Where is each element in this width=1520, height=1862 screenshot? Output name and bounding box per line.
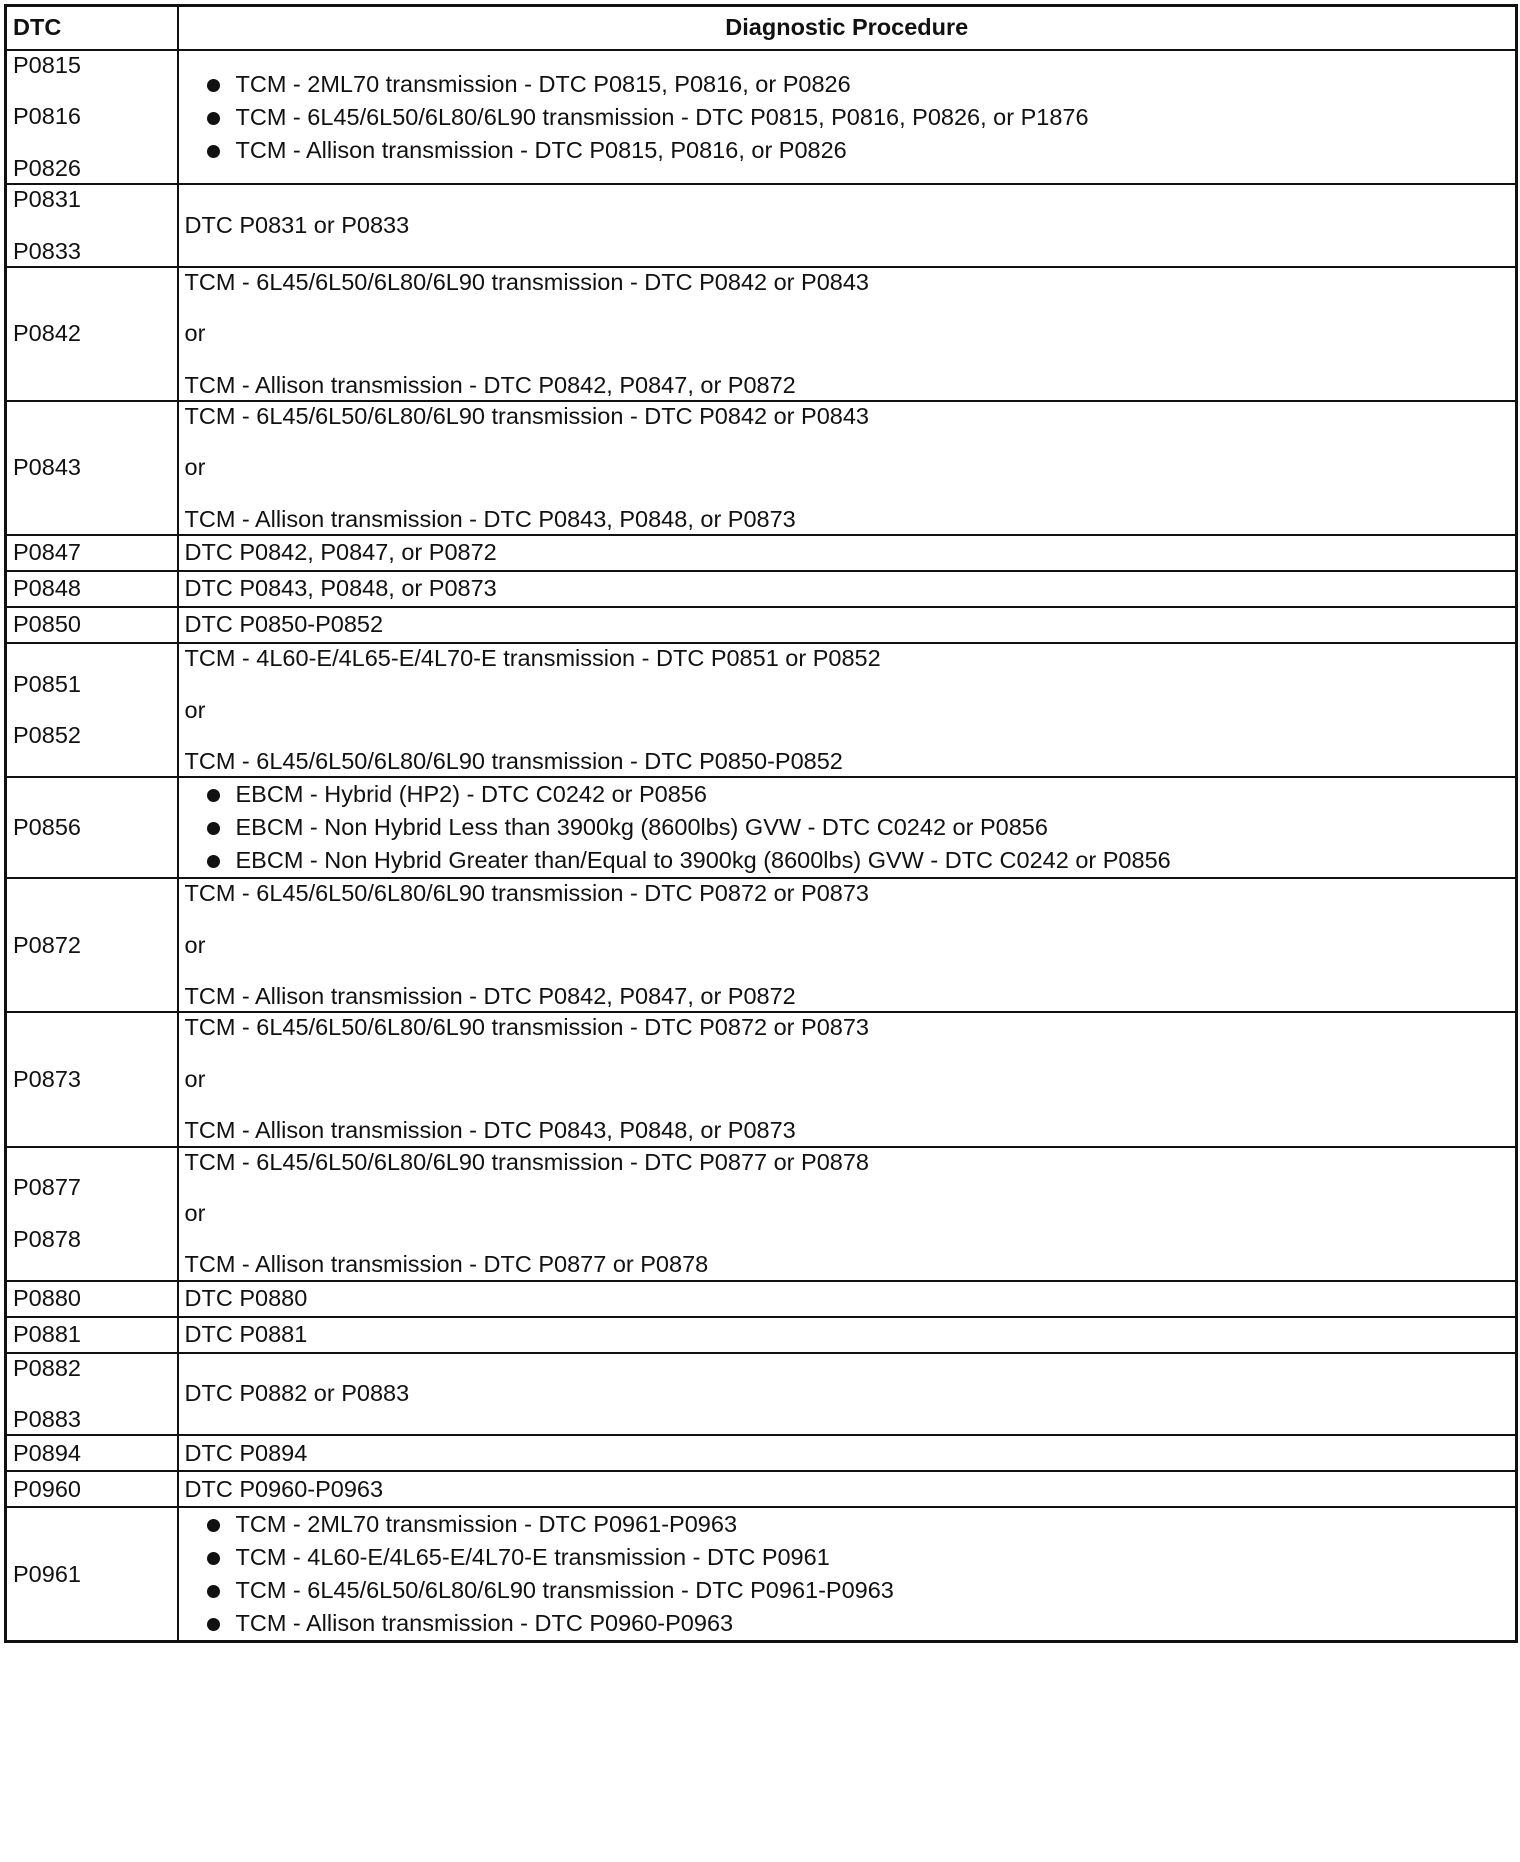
procedure-link[interactable]: DTC P0831 or P0833 (184, 211, 410, 238)
table-row (6, 1353, 1517, 1436)
table-row (6, 1147, 1517, 1281)
procedure-link[interactable]: TCM - 6L45/6L50/6L80/6L90 transmission - DTC P0842 or P0843 (184, 268, 869, 295)
dtc-cell (6, 1147, 178, 1281)
dtc-code: P0960 (13, 1475, 81, 1502)
table-row (6, 643, 1517, 777)
dtc-table (4, 4, 1518, 1643)
dtc-code: P0831 (13, 186, 81, 213)
dtc-cell (6, 184, 178, 267)
procedure-cell (178, 571, 1517, 607)
procedure-link[interactable]: DTC P0850-P0852 (184, 611, 384, 638)
dtc-cell (6, 535, 178, 571)
dtc-code: P0848 (13, 575, 81, 602)
dtc-code: P0873 (13, 1065, 81, 1092)
dtc-column-header: DTC (6, 6, 178, 51)
procedure-link[interactable]: DTC P0881 (184, 1320, 308, 1347)
procedure-cell (178, 1435, 1517, 1471)
procedure-link[interactable]: TCM - Allison transmission - DTC P0877 or P0878 (184, 1251, 709, 1278)
table-row (6, 1471, 1517, 1507)
dtc-code: P0816 (13, 103, 81, 130)
procedure-link[interactable]: DTC P0880 (184, 1284, 308, 1311)
dtc-cell (6, 1471, 178, 1507)
procedure-cell (178, 267, 1517, 401)
procedure-link[interactable]: TCM - 6L45/6L50/6L80/6L90 transmission - DTC P0872 or P0873 (184, 1014, 869, 1041)
procedure-cell (178, 607, 1517, 643)
procedure-cell (178, 184, 1517, 267)
dtc-cell (6, 607, 178, 643)
table-row (6, 1435, 1517, 1471)
table-row (6, 878, 1517, 1012)
procedure-link[interactable]: TCM - 6L45/6L50/6L80/6L90 transmission - DTC P0850-P0852 (184, 747, 843, 774)
procedure-link[interactable]: TCM - Allison transmission - DTC P0842, P0847, or P0872 (184, 983, 796, 1009)
procedure-bullet-item[interactable]: TCM - 2ML70 transmission - DTC P0961-P0963 (203, 1508, 1510, 1541)
table-row (6, 50, 1517, 184)
procedure-column-header: Diagnostic Procedure (178, 6, 1517, 51)
procedure-or-separator: or (184, 1199, 206, 1226)
dtc-code: P0872 (13, 931, 81, 958)
procedure-link[interactable]: TCM - 6L45/6L50/6L80/6L90 transmission - DTC P0877 or P0878 (184, 1148, 869, 1175)
procedure-link[interactable]: TCM - Allison transmission - DTC P0842, P0847, or P0872 (184, 371, 796, 398)
dtc-code: P0880 (13, 1284, 81, 1311)
dtc-cell (6, 1353, 178, 1436)
procedure-link[interactable]: DTC P0842, P0847, or P0872 (184, 539, 497, 566)
procedure-or-separator: or (184, 320, 206, 347)
dtc-cell (6, 1281, 178, 1317)
procedure-bullet-item[interactable]: TCM - Allison transmission - DTC P0815, P0816, or P0826 (203, 134, 1510, 167)
dtc-cell (6, 878, 178, 1012)
procedure-cell (178, 1317, 1517, 1353)
procedure-bullet-item[interactable]: TCM - 6L45/6L50/6L80/6L90 transmission - DTC P0961-P0963 (203, 1574, 1510, 1607)
dtc-code: P0815 (13, 52, 81, 78)
procedure-link[interactable]: DTC P0894 (184, 1439, 308, 1466)
dtc-cell (6, 1507, 178, 1642)
dtc-code: P0850 (13, 611, 81, 638)
table-row (6, 1281, 1517, 1317)
procedure-bullet-item[interactable]: TCM - 2ML70 transmission - DTC P0815, P0816, or P0826 (203, 68, 1510, 101)
procedure-link[interactable]: DTC P0843, P0848, or P0873 (184, 575, 497, 602)
dtc-code: P0842 (13, 320, 81, 347)
dtc-code: P0882 (13, 1354, 81, 1381)
dtc-cell (6, 1317, 178, 1353)
table-header-row (6, 6, 1517, 51)
table-row (6, 607, 1517, 643)
procedure-bullet-list (185, 68, 1510, 167)
table-row (6, 184, 1517, 267)
dtc-code: P0877 (13, 1174, 81, 1201)
dtc-code: P0961 (13, 1560, 81, 1587)
dtc-code: P0894 (13, 1439, 81, 1466)
procedure-cell (178, 1281, 1517, 1317)
table-row (6, 1012, 1517, 1146)
dtc-code: P0852 (13, 722, 81, 749)
table-body (6, 50, 1517, 1642)
dtc-cell (6, 777, 178, 878)
procedure-bullet-list (185, 1508, 1510, 1640)
procedure-cell (178, 1012, 1517, 1146)
procedure-or-separator: or (184, 1065, 206, 1092)
dtc-code: P0847 (13, 539, 81, 566)
procedure-or-separator: or (184, 454, 206, 481)
dtc-code: P0833 (13, 237, 81, 264)
table-row (6, 1317, 1517, 1353)
dtc-code: P0856 (13, 814, 81, 841)
procedure-cell (178, 1507, 1517, 1642)
dtc-cell (6, 401, 178, 535)
dtc-cell (6, 1012, 178, 1146)
dtc-code: P0881 (13, 1320, 81, 1347)
dtc-cell (6, 267, 178, 401)
procedure-or-separator: or (184, 696, 206, 723)
dtc-cell (6, 571, 178, 607)
dtc-cell (6, 1435, 178, 1471)
procedure-bullet-item[interactable]: TCM - Allison transmission - DTC P0960-P0963 (203, 1607, 1510, 1640)
dtc-code: P0851 (13, 670, 81, 697)
dtc-cell (6, 643, 178, 777)
procedure-link[interactable]: TCM - 6L45/6L50/6L80/6L90 transmission - DTC P0842 or P0843 (184, 403, 869, 429)
procedure-link[interactable]: DTC P0882 or P0883 (184, 1380, 410, 1407)
table-row (6, 401, 1517, 535)
dtc-document (4, 4, 1515, 1858)
procedure-cell (178, 401, 1517, 535)
procedure-cell (178, 643, 1517, 777)
dtc-code: P0826 (13, 154, 81, 181)
table-row (6, 1507, 1517, 1642)
procedure-cell (178, 1471, 1517, 1507)
procedure-cell (178, 878, 1517, 1012)
procedure-cell (178, 1353, 1517, 1436)
procedure-cell (178, 777, 1517, 878)
procedure-bullet-item[interactable]: EBCM - Non Hybrid Greater than/Equal to 3900kg (8600lbs) GVW - DTC C0242 or P0856 (203, 844, 1510, 877)
procedure-or-separator: or (184, 931, 206, 958)
procedure-link[interactable]: DTC P0960-P0963 (184, 1475, 384, 1502)
procedure-link[interactable]: TCM - 4L60-E/4L65-E/4L70-E transmission - DTC P0851 or P0852 (184, 645, 881, 672)
table-row (6, 535, 1517, 571)
procedure-link[interactable]: TCM - Allison transmission - DTC P0843, P0848, or P0873 (184, 1117, 796, 1144)
procedure-bullet-item[interactable]: TCM - 6L45/6L50/6L80/6L90 transmission - DTC P0815, P0816, P0826, or P1876 (203, 101, 1510, 134)
procedure-cell (178, 535, 1517, 571)
dtc-code: P0843 (13, 454, 81, 481)
table-row (6, 777, 1517, 878)
dtc-cell (6, 50, 178, 184)
dtc-code: P0878 (13, 1225, 81, 1252)
table-row (6, 267, 1517, 401)
procedure-bullet-item[interactable]: EBCM - Hybrid (HP2) - DTC C0242 or P0856 (203, 778, 1510, 811)
procedure-cell (178, 1147, 1517, 1281)
procedure-bullet-item[interactable]: EBCM - Non Hybrid Less than 3900kg (8600lbs) GVW - DTC C0242 or P0856 (203, 811, 1510, 844)
procedure-bullet-item[interactable]: TCM - 4L60-E/4L65-E/4L70-E transmission - DTC P0961 (203, 1541, 1510, 1574)
table-row (6, 571, 1517, 607)
procedure-link[interactable]: TCM - 6L45/6L50/6L80/6L90 transmission - DTC P0872 or P0873 (184, 880, 869, 907)
dtc-code: P0883 (13, 1406, 81, 1432)
procedure-link[interactable]: TCM - Allison transmission - DTC P0843, P0848, or P0873 (184, 505, 796, 532)
procedure-bullet-list (185, 778, 1510, 877)
procedure-cell (178, 50, 1517, 184)
